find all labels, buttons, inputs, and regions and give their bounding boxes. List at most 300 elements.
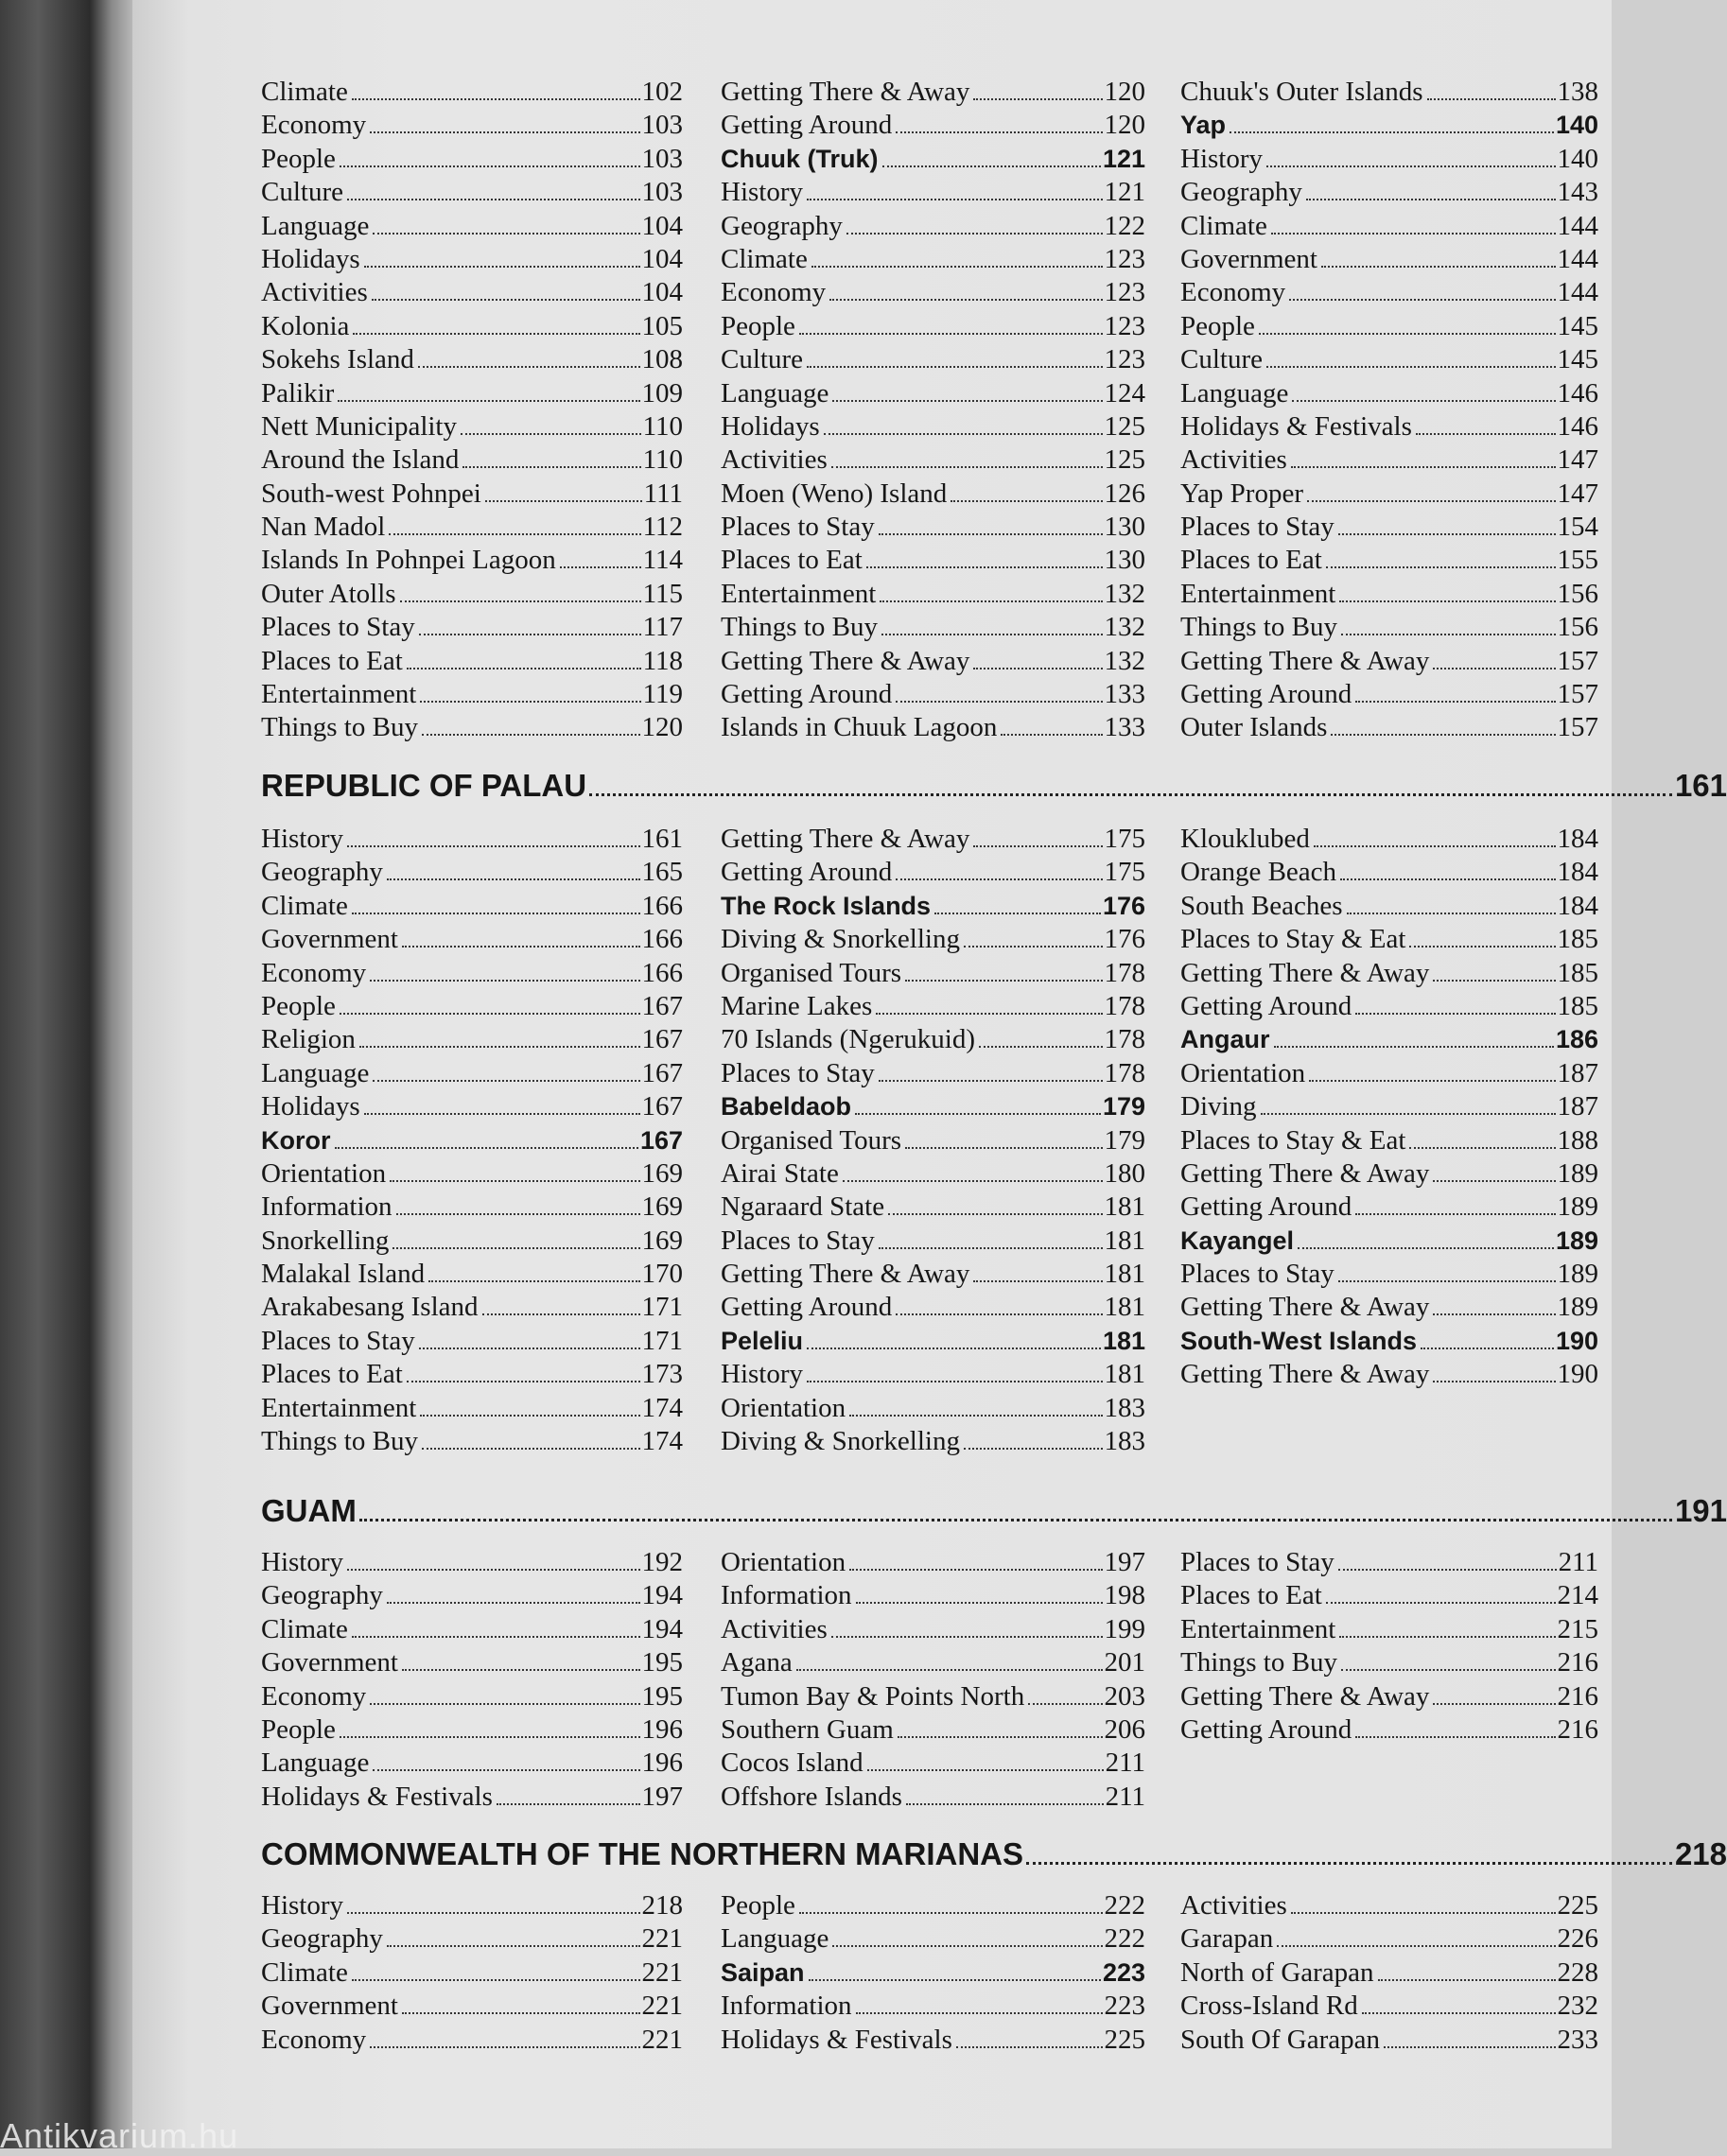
toc-entry[interactable] (721, 1258, 1145, 1291)
toc-entry[interactable] (261, 990, 683, 1023)
toc-entry[interactable] (261, 1646, 683, 1679)
entry-title: Things to Buy (261, 712, 418, 743)
dot-leader (372, 299, 640, 301)
toc-entry[interactable] (261, 1157, 683, 1191)
toc-entry[interactable] (721, 1191, 1145, 1224)
entry-page-number: 211 (1105, 1781, 1145, 1812)
toc-entry[interactable] (261, 1956, 683, 1990)
toc-entry[interactable] (721, 410, 1145, 443)
toc-entry[interactable] (1180, 410, 1598, 443)
toc-entry[interactable] (721, 1124, 1145, 1157)
entry-title: Orientation (721, 1547, 846, 1577)
toc-entry[interactable] (721, 443, 1145, 477)
dot-leader (1433, 668, 1555, 669)
toc-entry[interactable] (1180, 678, 1598, 711)
toc-entry[interactable] (721, 711, 1145, 744)
toc-column (721, 76, 1145, 745)
toc-entry[interactable] (1180, 1090, 1598, 1123)
toc-entry[interactable] (261, 410, 683, 443)
entry-page-number: 102 (641, 77, 683, 107)
toc-entry[interactable] (1180, 823, 1598, 856)
entry-title: History (261, 1890, 343, 1921)
entry-page-number: 123 (1104, 310, 1145, 341)
entry-title: Climate (261, 1956, 348, 1988)
toc-entry[interactable] (1180, 1291, 1598, 1324)
toc-entry[interactable] (1180, 611, 1598, 644)
toc-entry[interactable] (261, 1291, 683, 1324)
dot-leader (896, 1313, 1102, 1315)
toc-entry[interactable] (261, 1358, 683, 1391)
section-page-number: 191 (1674, 1493, 1727, 1528)
entry-title: History (261, 824, 343, 854)
entry-page-number: 166 (641, 957, 683, 988)
toc-entry[interactable] (261, 1425, 683, 1458)
dot-leader (373, 233, 639, 235)
toc-entry[interactable] (261, 1889, 683, 1922)
entry-title: Outer Atolls (261, 578, 396, 609)
entry-title: Information (721, 1991, 852, 2022)
entry-title: Geography (721, 210, 843, 241)
toc-entry[interactable] (261, 1579, 683, 1612)
toc-entry[interactable] (721, 511, 1145, 544)
toc-entry[interactable] (1180, 923, 1598, 956)
toc-entry[interactable] (1180, 1124, 1598, 1157)
entry-page-number: 120 (1104, 110, 1145, 141)
toc-entry[interactable] (1180, 1889, 1598, 1922)
entry-page-number: 130 (1104, 545, 1145, 576)
entry-page-number: 199 (1104, 1613, 1145, 1644)
toc-entry[interactable] (1180, 1358, 1598, 1391)
toc-entry[interactable] (1180, 176, 1598, 209)
toc-entry[interactable] (721, 1613, 1145, 1646)
dot-leader (905, 1147, 1102, 1149)
dot-leader (560, 566, 641, 568)
toc-entry[interactable] (1180, 1646, 1598, 1679)
toc-entry[interactable] (1180, 1157, 1598, 1191)
toc-entry[interactable] (721, 1057, 1145, 1090)
entry-page-number: 154 (1557, 512, 1598, 543)
toc-entry[interactable] (261, 1922, 683, 1956)
dot-leader (1289, 299, 1555, 301)
toc-entry[interactable] (721, 1990, 1145, 2023)
toc-subheading[interactable] (721, 890, 1145, 923)
entry-title: South-west Pohnpei (261, 478, 481, 509)
entry-page-number: 103 (641, 143, 683, 174)
dot-leader (419, 634, 641, 635)
entry-page-number: 170 (641, 1259, 683, 1290)
dot-leader (1421, 1348, 1554, 1349)
section-heading[interactable] (261, 768, 1727, 806)
toc-entry[interactable] (261, 511, 683, 544)
dot-leader (389, 533, 640, 535)
toc-entry[interactable] (261, 1747, 683, 1780)
entry-page-number: 206 (1104, 1713, 1145, 1745)
dot-leader (407, 1381, 640, 1382)
toc-entry[interactable] (721, 1713, 1145, 1747)
entry-title: Holidays (721, 410, 820, 442)
toc-entry[interactable] (721, 276, 1145, 309)
toc-entry[interactable] (261, 1781, 683, 1814)
toc-entry[interactable] (1180, 1191, 1598, 1224)
entry-page-number: 174 (641, 1392, 683, 1423)
entry-title: Climate (261, 77, 348, 107)
entry-page-number: 121 (1104, 177, 1145, 208)
entry-title: Getting There & Away (1180, 1292, 1430, 1323)
toc-entry[interactable] (721, 1425, 1145, 1458)
dot-leader (352, 913, 640, 914)
entry-page-number: 146 (1557, 377, 1598, 409)
entry-title: Language (1180, 377, 1289, 409)
toc-entry[interactable] (721, 377, 1145, 410)
entry-page-number: 161 (641, 824, 683, 854)
entry-page-number: 179 (1104, 1124, 1145, 1156)
toc-entry[interactable] (261, 243, 683, 276)
entry-page-number: 221 (641, 1923, 683, 1955)
entry-title: Language (261, 1747, 370, 1779)
entry-page-number: 132 (1104, 645, 1145, 676)
toc-entry[interactable] (261, 176, 683, 209)
entry-title: Malakal Island (261, 1259, 426, 1290)
entry-page-number: 216 (1557, 1647, 1598, 1678)
entry-title: Getting Around (721, 1292, 893, 1323)
section-heading[interactable] (261, 1836, 1727, 1874)
entry-title: Getting Around (1180, 679, 1352, 710)
toc-entry[interactable] (261, 578, 683, 611)
entry-title: History (261, 1547, 343, 1577)
toc-entry[interactable] (721, 1546, 1145, 1579)
entry-title: People (1180, 310, 1255, 341)
entry-page-number: 189 (1557, 1191, 1598, 1223)
toc-entry[interactable] (721, 1225, 1145, 1258)
toc-entry[interactable] (261, 1325, 683, 1358)
toc-entry[interactable] (721, 1680, 1145, 1713)
entry-page-number: 189 (1555, 1226, 1598, 1255)
dot-leader (880, 600, 1102, 602)
toc-subheading[interactable] (721, 143, 1145, 176)
toc-entry[interactable] (1180, 143, 1598, 176)
dot-leader (846, 233, 1103, 235)
toc-entry[interactable] (1180, 1057, 1598, 1090)
dot-leader (364, 266, 640, 268)
toc-entry[interactable] (261, 890, 683, 923)
entry-title: Offshore Islands (721, 1781, 902, 1812)
toc-subheading[interactable] (1180, 1023, 1598, 1056)
dot-leader (482, 1313, 640, 1315)
entry-page-number: 184 (1557, 890, 1598, 921)
entry-page-number: 174 (641, 1426, 683, 1457)
toc-entry[interactable] (721, 578, 1145, 611)
toc-entry[interactable] (1180, 856, 1598, 889)
dot-leader (1274, 1046, 1554, 1048)
toc-entry[interactable] (261, 1057, 683, 1090)
dot-leader (428, 1280, 639, 1282)
toc-entry[interactable] (261, 1191, 683, 1224)
toc-entry[interactable] (1180, 1579, 1598, 1612)
toc-entry[interactable] (261, 923, 683, 956)
toc-subheading[interactable] (1180, 109, 1598, 142)
toc-subheading[interactable] (1180, 1325, 1598, 1358)
dot-leader (497, 1803, 640, 1805)
entry-title: Getting There & Away (1180, 1359, 1430, 1390)
dot-leader (979, 1046, 1102, 1048)
toc-subheading[interactable] (721, 1325, 1145, 1358)
toc-entry[interactable] (721, 1747, 1145, 1780)
dot-leader (811, 266, 1103, 268)
toc-entry[interactable] (261, 143, 683, 176)
dot-leader (855, 1113, 1101, 1115)
toc-entry[interactable] (261, 823, 683, 856)
entry-page-number: 216 (1557, 1680, 1598, 1712)
entry-title: Activities (721, 444, 828, 476)
toc-entry[interactable] (721, 1889, 1145, 1922)
dot-leader (1028, 1703, 1102, 1705)
entry-page-number: 190 (1555, 1326, 1598, 1355)
toc-entry[interactable] (721, 923, 1145, 956)
toc-entry[interactable] (261, 1392, 683, 1425)
toc-entry[interactable] (261, 377, 683, 410)
toc-entry[interactable] (721, 243, 1145, 276)
toc-entry[interactable] (721, 1646, 1145, 1679)
entry-page-number: 119 (642, 679, 683, 710)
toc-entry[interactable] (721, 176, 1145, 209)
toc-entry[interactable] (1180, 1546, 1598, 1579)
toc-entry[interactable] (721, 76, 1145, 109)
toc-entry[interactable] (261, 1225, 683, 1258)
toc-entry[interactable] (1180, 276, 1598, 309)
entry-title: South Of Garapan (1180, 2024, 1381, 2055)
entry-title: Cocos Island (721, 1747, 864, 1779)
entry-page-number: 189 (1557, 1157, 1598, 1189)
dot-leader (1001, 734, 1102, 736)
dot-leader (462, 466, 640, 468)
entry-page-number: 140 (1557, 143, 1598, 174)
entry-title: Places to Stay (721, 1225, 875, 1256)
dot-leader (1427, 98, 1556, 100)
toc-entry[interactable] (721, 678, 1145, 711)
toc-entry[interactable] (261, 645, 683, 678)
toc-entry[interactable] (1180, 1922, 1598, 1956)
toc-entry[interactable] (1180, 478, 1598, 511)
entry-page-number: 176 (1104, 924, 1145, 955)
toc-entry[interactable] (721, 310, 1145, 343)
dot-leader (370, 2046, 639, 2048)
toc-entry[interactable] (1180, 1956, 1598, 1990)
section-title: REPUBLIC OF PALAU (261, 768, 587, 803)
entry-page-number: 228 (1557, 1956, 1598, 1988)
toc-entry[interactable] (1180, 957, 1598, 990)
toc-entry[interactable] (1180, 210, 1598, 243)
dot-leader (352, 1636, 640, 1638)
entry-title: History (1180, 143, 1263, 174)
toc-entry[interactable] (261, 611, 683, 644)
toc-entry[interactable] (261, 711, 683, 744)
dot-leader (898, 1736, 1103, 1738)
entry-page-number: 132 (1104, 612, 1145, 643)
entry-page-number: 184 (1557, 857, 1598, 888)
section-title: COMMONWEALTH OF THE NORTHERN MARIANAS (261, 1836, 1023, 1871)
dot-leader (340, 1736, 640, 1738)
toc-entry[interactable] (261, 1546, 683, 1579)
entry-page-number: 147 (1557, 444, 1598, 476)
entry-page-number: 166 (641, 924, 683, 955)
toc-entry[interactable] (721, 544, 1145, 577)
toc-entry[interactable] (1180, 1613, 1598, 1646)
toc-entry[interactable] (721, 343, 1145, 376)
toc-subheading[interactable] (1180, 1225, 1598, 1258)
toc-entry[interactable] (261, 76, 683, 109)
entry-title: Getting There & Away (1180, 1680, 1430, 1712)
toc-entry[interactable] (261, 478, 683, 511)
toc-entry[interactable] (1180, 544, 1598, 577)
toc-entry[interactable] (1180, 76, 1598, 109)
toc-entry[interactable] (721, 645, 1145, 678)
dot-leader (934, 913, 1101, 914)
toc-entry[interactable] (1180, 443, 1598, 477)
toc-entry[interactable] (1180, 1990, 1598, 2023)
toc-entry[interactable] (261, 544, 683, 577)
toc-entry[interactable] (261, 210, 683, 243)
toc-entry[interactable] (721, 1023, 1145, 1056)
entry-title: Getting Around (1180, 1191, 1352, 1223)
toc-entry[interactable] (261, 2024, 683, 2057)
entry-page-number: 130 (1104, 512, 1145, 543)
entry-page-number: 223 (1102, 1957, 1145, 1987)
toc-subheading[interactable] (721, 1090, 1145, 1123)
toc-entry[interactable] (721, 2024, 1145, 2057)
entry-title: Culture (261, 177, 343, 208)
dot-leader (879, 1080, 1103, 1082)
entry-title: Entertainment (261, 679, 417, 710)
toc-entry[interactable] (721, 611, 1145, 644)
entry-page-number: 122 (1104, 210, 1145, 241)
toc-entry[interactable] (261, 957, 683, 990)
toc-entry[interactable] (721, 823, 1145, 856)
toc-entry[interactable] (721, 1579, 1145, 1612)
entry-page-number: 178 (1104, 957, 1145, 988)
toc-entry[interactable] (721, 856, 1145, 889)
dot-leader (796, 1669, 1103, 1671)
toc-entry[interactable] (1180, 990, 1598, 1023)
entry-title: South-West Islands (1180, 1326, 1418, 1355)
entry-title: Angaur (1180, 1025, 1270, 1054)
entry-title: Southern Guam (721, 1713, 894, 1745)
entry-title: Places to Eat (1180, 545, 1322, 576)
toc-entry[interactable] (721, 1392, 1145, 1425)
entry-title: Economy (261, 1680, 367, 1712)
entry-title: History (721, 177, 803, 208)
entry-page-number: 181 (1104, 1359, 1145, 1390)
toc-subheading[interactable] (261, 1124, 683, 1157)
entry-page-number: 222 (1104, 1923, 1145, 1955)
toc-page (132, 0, 1727, 2148)
toc-entry[interactable] (261, 856, 683, 889)
toc-entry[interactable] (261, 1090, 683, 1123)
toc-entry[interactable] (721, 1157, 1145, 1191)
entry-title: Getting There & Away (1180, 1157, 1430, 1189)
dot-leader (956, 2046, 1103, 2048)
toc-entry[interactable] (261, 109, 683, 142)
toc-entry[interactable] (1180, 578, 1598, 611)
toc-entry[interactable] (1180, 1713, 1598, 1747)
entry-page-number: 196 (641, 1747, 683, 1779)
toc-entry[interactable] (721, 1358, 1145, 1391)
toc-entry[interactable] (261, 1713, 683, 1747)
entry-title: Koror (261, 1125, 331, 1155)
entry-page-number: 194 (641, 1613, 683, 1644)
toc-entry[interactable] (1180, 1258, 1598, 1291)
entry-page-number: 184 (1557, 824, 1598, 854)
toc-entry[interactable] (721, 210, 1145, 243)
dot-leader (347, 199, 640, 200)
dot-leader (589, 793, 1672, 796)
toc-entry[interactable] (1180, 310, 1598, 343)
entry-title: Snorkelling (261, 1225, 390, 1256)
entry-title: Orientation (721, 1392, 846, 1423)
toc-entry[interactable] (1180, 511, 1598, 544)
toc-entry[interactable] (261, 310, 683, 343)
toc-entry[interactable] (261, 1258, 683, 1291)
dot-leader (1409, 1147, 1555, 1149)
entry-title: Holidays & Festivals (1180, 410, 1412, 442)
toc-entry[interactable] (721, 478, 1145, 511)
toc-entry[interactable] (261, 343, 683, 376)
toc-entry[interactable] (1180, 711, 1598, 744)
toc-entry[interactable] (1180, 243, 1598, 276)
section-heading[interactable] (261, 1493, 1727, 1531)
entry-page-number: 181 (1102, 1326, 1145, 1355)
entry-page-number: 104 (641, 277, 683, 308)
entry-page-number: 178 (1104, 1057, 1145, 1088)
toc-entry[interactable] (1180, 343, 1598, 376)
entry-title: Getting Around (721, 679, 893, 710)
toc-entry[interactable] (721, 990, 1145, 1023)
toc-entry[interactable] (1180, 890, 1598, 923)
entry-title: Around the Island (261, 444, 460, 476)
toc-entry[interactable] (261, 1613, 683, 1646)
toc-entry[interactable] (1180, 1680, 1598, 1713)
entry-title: History (721, 1359, 803, 1390)
toc-entry[interactable] (1180, 377, 1598, 410)
toc-entry[interactable] (261, 678, 683, 711)
toc-subheading[interactable] (721, 1956, 1145, 1990)
toc-column (261, 823, 683, 1458)
entry-page-number: 167 (641, 990, 683, 1021)
dot-leader (1291, 466, 1556, 468)
entry-title: Places to Eat (721, 545, 863, 576)
toc-entry[interactable] (1180, 2024, 1598, 2057)
toc-entry[interactable] (261, 1680, 683, 1713)
toc-entry[interactable] (261, 276, 683, 309)
toc-entry[interactable] (261, 1990, 683, 2023)
entry-page-number: 194 (641, 1580, 683, 1611)
toc-entry[interactable] (261, 1023, 683, 1056)
toc-entry[interactable] (1180, 645, 1598, 678)
entry-title: Getting Around (721, 857, 893, 888)
entry-title: Marine Lakes (721, 990, 873, 1021)
toc-entry[interactable] (721, 1922, 1145, 1956)
toc-entry[interactable] (261, 443, 683, 477)
toc-entry[interactable] (721, 1291, 1145, 1324)
toc-entry[interactable] (721, 1781, 1145, 1814)
entry-page-number: 104 (641, 210, 683, 241)
entry-title: Moen (Weno) Island (721, 478, 948, 509)
dot-leader (418, 366, 640, 368)
entry-title: North of Garapan (1180, 1956, 1374, 1988)
dot-leader (824, 433, 1103, 435)
toc-entry[interactable] (721, 957, 1145, 990)
toc-entry[interactable] (721, 109, 1145, 142)
dot-leader (387, 878, 640, 880)
